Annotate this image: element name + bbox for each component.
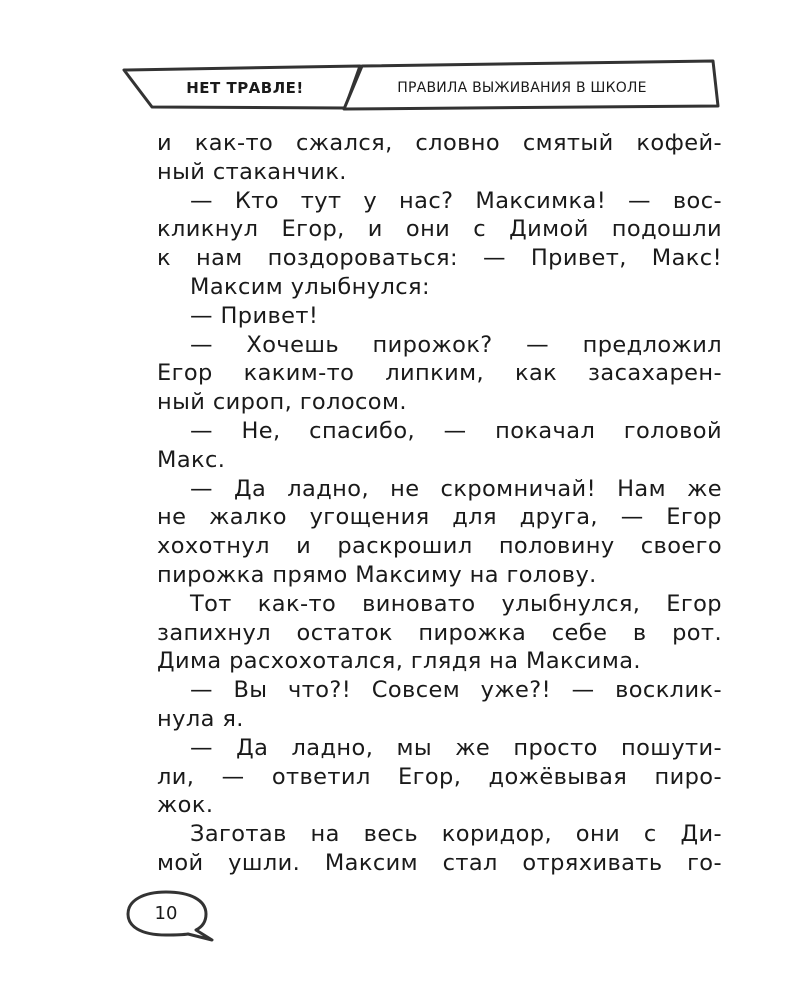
text-line: кликнул Егор, и они с Димой подошли [157,216,722,243]
text-line: ный стаканчик. [157,158,347,185]
text-line: не жалко угощения для друга, — Егор [157,504,722,531]
text-line: хохотнул и раскрошил половину своего [157,533,722,560]
text-line: запихнул остаток пирожка себе в рот. [157,619,722,646]
text-line: жок. [157,792,214,819]
text-line: — Да ладно, мы же просто пошути- [190,734,722,761]
page-number: 10 [154,903,178,924]
text-line: — Да ладно, не скромничай! Нам же [190,475,722,502]
text-line: нула я. [157,705,244,732]
text-line: Дима расхохотался, глядя на Максима. [157,648,641,675]
text-line: — Вы что?! Совсем уже?! — восклик- [190,677,722,704]
series-title: НЕТ ТРАВЛЕ! [186,79,304,97]
text-line: Тот как-то виновато улыбнулся, Егор [190,590,722,617]
text-line: и как-то сжался, словно смятый кофей- [157,130,722,156]
text-line: Заготав на весь коридор, они с Ди- [190,821,722,848]
text-line: мой ушли. Максим стал отряхивать го- [157,849,722,876]
text-line: — Кто тут у нас? Максимка! — вос- [190,187,722,214]
body-text [157,129,722,878]
header-banner [0,0,800,120]
text-line: Максим улыбнулся: [190,273,430,300]
section-title: ПРАВИЛА ВЫЖИВАНИЯ В ШКОЛЕ [397,80,647,96]
text-line: — Не, спасибо, — покачал головой [190,417,722,444]
text-line: пирожка прямо Максиму на голову. [157,561,597,588]
text-line: ли, — ответил Егор, дожёвывая пиро- [157,763,722,790]
text-line: — Привет! [190,302,319,329]
text-line: — Хочешь пирожок? — предложил [190,331,722,358]
text-line: Егор каким-то липким, как засахарен- [157,360,722,387]
text-line: Макс. [157,446,226,473]
text-line: ный сироп, голосом. [157,389,407,416]
text-line: к нам поздороваться: — Привет, Макс! [157,245,722,272]
